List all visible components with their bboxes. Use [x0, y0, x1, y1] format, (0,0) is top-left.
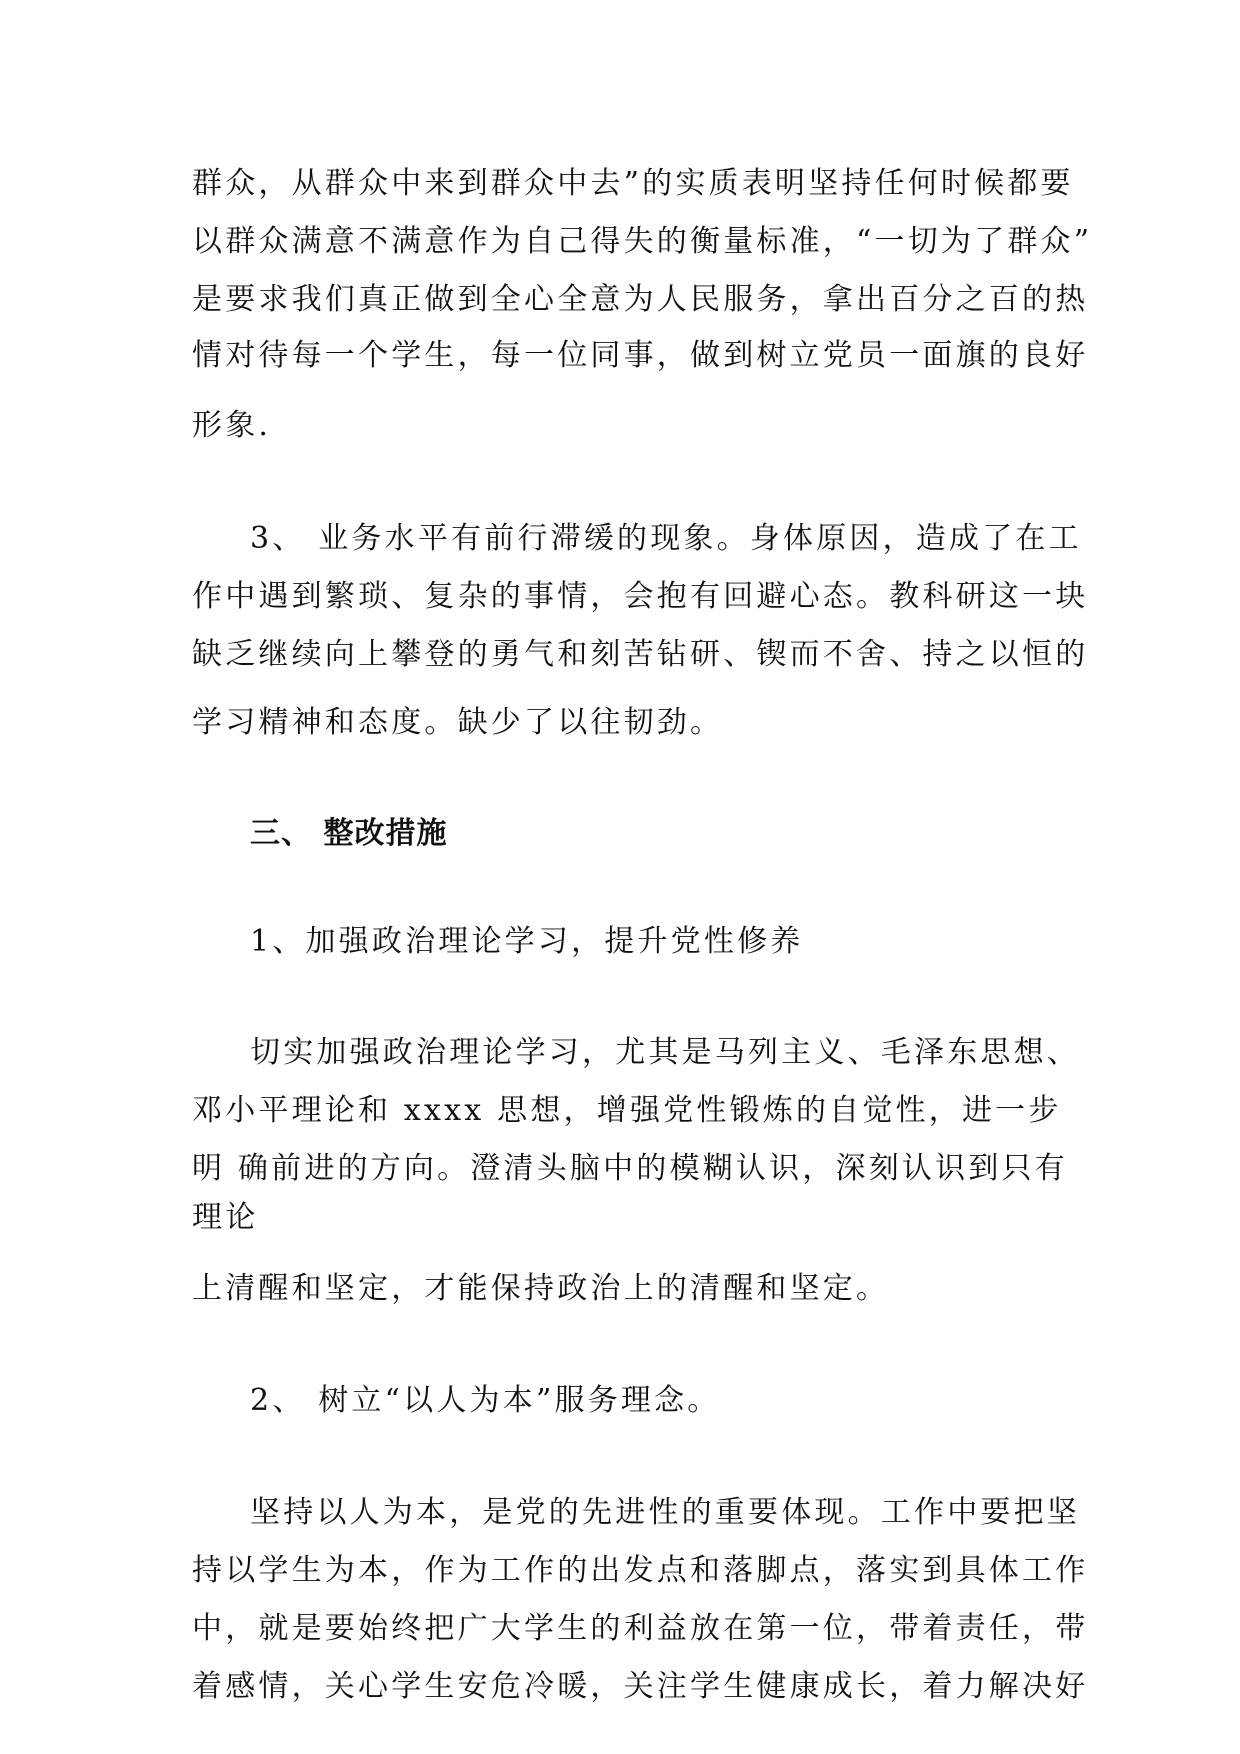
- body-line: 着感情，关心学生安危冷暖，关注学生健康成长，着力解决好: [192, 1669, 1089, 1704]
- body-line: 理论: [192, 1200, 259, 1235]
- paragraph-start: 切实加强政治理论学习，尤其是马列主义、毛泽东思想、: [250, 1035, 1080, 1070]
- body-line: 上清醒和坚定，才能保持政治上的清醒和坚定。: [192, 1271, 890, 1306]
- body-line: 形象.: [192, 408, 272, 443]
- body-line: 邓小平理论和 xxxx 思想，增强党性锻炼的自觉性，进一步: [192, 1093, 1062, 1128]
- body-line: 情对待每一个学生，每一位同事，做到树立党员一面旗的良好: [192, 338, 1089, 373]
- body-line: 明 确前进的方向。澄清头脑中的模糊认识，深刻认识到只有: [192, 1151, 1068, 1186]
- body-line: 学习精神和态度。缺少了以往韧劲。: [192, 705, 724, 740]
- body-line: 群众，从群众中来到群众中去”的实质表明坚持任何时候都要: [192, 166, 1074, 201]
- paragraph-start: 坚持以人为本，是党的先进性的重要体现。工作中要把坚: [250, 1495, 1080, 1530]
- body-line: 缺乏继续向上攀登的勇气和刻苦钻研、锲而不舍、持之以恒的: [192, 637, 1089, 672]
- section-heading: 三、 整改措施: [250, 816, 448, 851]
- body-line: 中，就是要始终把广大学生的利益放在第一位，带着责任，带: [192, 1611, 1089, 1646]
- body-line: 是要求我们真正做到全心全意为人民服务，拿出百分之百的热: [192, 282, 1089, 317]
- subheading: 2、 树立“以人为本”服务理念。: [250, 1383, 721, 1418]
- numbered-item: 3、 业务水平有前行滞缓的现象。身体原因，造成了在工: [250, 521, 1082, 556]
- body-line: 持以学生为本，作为工作的出发点和落脚点，落实到具体工作: [192, 1553, 1089, 1588]
- subheading: 1、加强政治理论学习，提升党性修养: [250, 924, 804, 959]
- body-line: 以群众满意不满意作为自己得失的衡量标准，“一切为了群众”: [192, 224, 1093, 259]
- body-line: 作中遇到繁琐、复杂的事情，会抱有回避心态。教科研这一块: [192, 579, 1089, 614]
